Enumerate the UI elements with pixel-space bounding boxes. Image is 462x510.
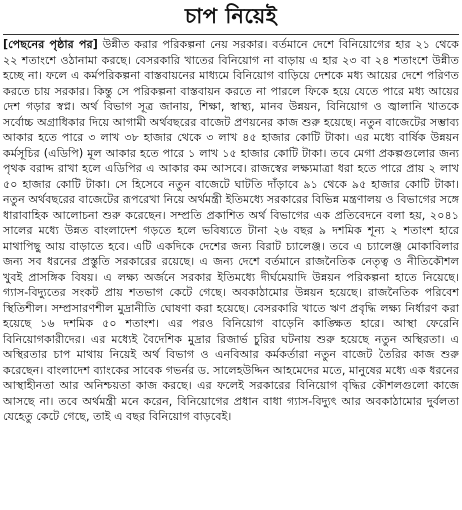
continued-marker: [পেছনের পৃষ্ঠার পর] [3, 38, 98, 51]
headline-area [3, 0, 459, 34]
article-body [3, 37, 459, 425]
headline: চাপ নিয়েই [184, 3, 278, 28]
article-text: উন্নীত করার পরিকল্পনা নেয় সরকার। বর্তমানে দেশে বিনিয়োগের হার ২১ থেকে ২২ শতাংশে ওঠানামা করছে। বেসরকারি খাতের বিনিয়োগ না বাড়ায় এ হার ২৩ বা ২৪ শতাংশে উন্নীত হচ্ছে না। ফলে এ কর্মপরিকল্পনা বাস্তবায়নের মাধ্যমে বিনিয়োগ বাড়িয়ে দেশকে মধ্য আয়ের দেশে পরিণত করতে চায় সরকার। কিন্তু সে পরিকল্পনা বাস্তবায়ন করতে না পারলে ফিকে হয়ে যেতে পারে মধ্য আয়ের দেশ গড়ার স্বপ্ন। অর্থ বিভাগ সূত্র জানায়, শিক্ষা, স্বাস্থ্য, মানব উন্নয়ন, বিনিয়োগ ও জ্বালানি খাতকে সর্বোচ্চ অগ্রাধিকার দিয়ে আগামী অর্থবছরের বাজেট প্রণয়নের কাজ শুরু হয়েছে। নতুন বাজেটের সম্ভাব্য আকার হতে পারে ৩ লাখ ৩৮ হাজার থেকে ৩ লাখ ৪৫ হাজার কোটি টাকা। এর মধ্যে বার্ষিক উন্নয়ন কর্মসূচির (এডিপি) মূল আকার হতে পারে ১ লাখ ১৫ হাজার কোটি টাকা। তবে মেগা প্রকল্পগুলোর জন্য পৃথক বরাদ্দ রাখা হলে এডিপির এ আকার কম আসবে। রাজস্বের লক্ষ্যমাত্রা ধরা হতে পারে প্রায় ২ লাখ ৫০ হাজার কোটি টাকা। সে হিসেবে নতুন বাজেটে ঘাটতি দাঁড়াবে ৯১ থেকে ৯৫ হাজার কোটি টাকা। নতুন অর্থবছরের বাজেটের রূপরেখা নিয়ে অর্থমন্ত্রী ইতিমধ্যে সরকারের বিভিন্ন মন্ত্রণালয় ও বিভাগের সঙ্গে ধারাবাহিক আলোচনা শুরু করেছেন। সম্প্রতি প্রকাশিত অর্থ বিভাগের এক প্রতিবেদনে বলা হয়, ২০৪১ সালের মধ্যে উন্নত বাংলাদেশ গড়তে হলে ভবিষ্যতে টানা ২৬ বছর ৯ দশমিক শূন্য ২ শতাংশ হারে মাথাপিছু আয় বাড়াতে হবে। এটি একদিকে দেশের জন্য বিরাট চ্যালেঞ্জ। তবে এ চ্যালেঞ্জ মোকাবিলার জন্য সব ধরনের প্রস্তুতি সরকারের রয়েছে। এ জন্য দেশে বর্তমানে রাজনৈতিক নেতৃত্ব ও নীতিকৌশল খুবই প্রাসঙ্গিক বিষয়। এ লক্ষ্য অর্জনে সরকার ইতিমধ্যে দীর্ঘমেয়াদি উন্নয়ন পরিকল্পনা হাতে নিয়েছে। গ্যাস-বিদ্যুতের সংকট প্রায় শতভাগ কেটে গেছে। অবকাঠামোর উন্নয়ন হয়েছে। রাজনৈতিক পরিবেশ স্থিতিশীল। সম্প্রসারণশীল মুদ্রানীতি ঘোষণা করা হয়েছে। বেসরকারি খাতে ঋণ প্রবৃদ্ধি লক্ষ্য নির্ধারণ করা হয়েছে ১৬ দশমিক ৫০ শতাংশ। এর পরও বিনিয়োগ বাড়েনি কাঙ্ক্ষিত হারে। আস্থা ফেরেনি বিনিয়োগকারীদের। এর মধ্যেই বৈদেশিক মুদ্রার রিজার্ভ চুরির ঘটনায় শুরু হয়েছে নতুন অস্থিরতা। এ অস্থিরতার চাপ মাথায় নিয়েই অর্থ বিভাগ ও এনবিআর কর্মকর্তারা নতুন বাজেট তৈরির কাজ শুরু করেছেন। বাংলাদেশ ব্যাংকের সাবেক গভর্নর ড. সালেহউদ্দিন আহমেদের মতে, মানুষের মধ্যে এক ধরনের আস্থাহীনতা আর অনিশ্চয়তা কাজ করছে। এর ফলেই সরকারের বিনিয়োগ বৃদ্ধির কৌশলগুলো কাজে আসছে না। তবে অর্থমন্ত্রী মনে করেন, বিনিয়োগের প্রধান বাধা গ্যাস-বিদ্যুৎ আর অবকাঠামোর দুর্বলতা যেহেতু কেটে গেছে, তাই এ বছর বিনিয়োগ বাড়বেই। [3, 38, 459, 423]
